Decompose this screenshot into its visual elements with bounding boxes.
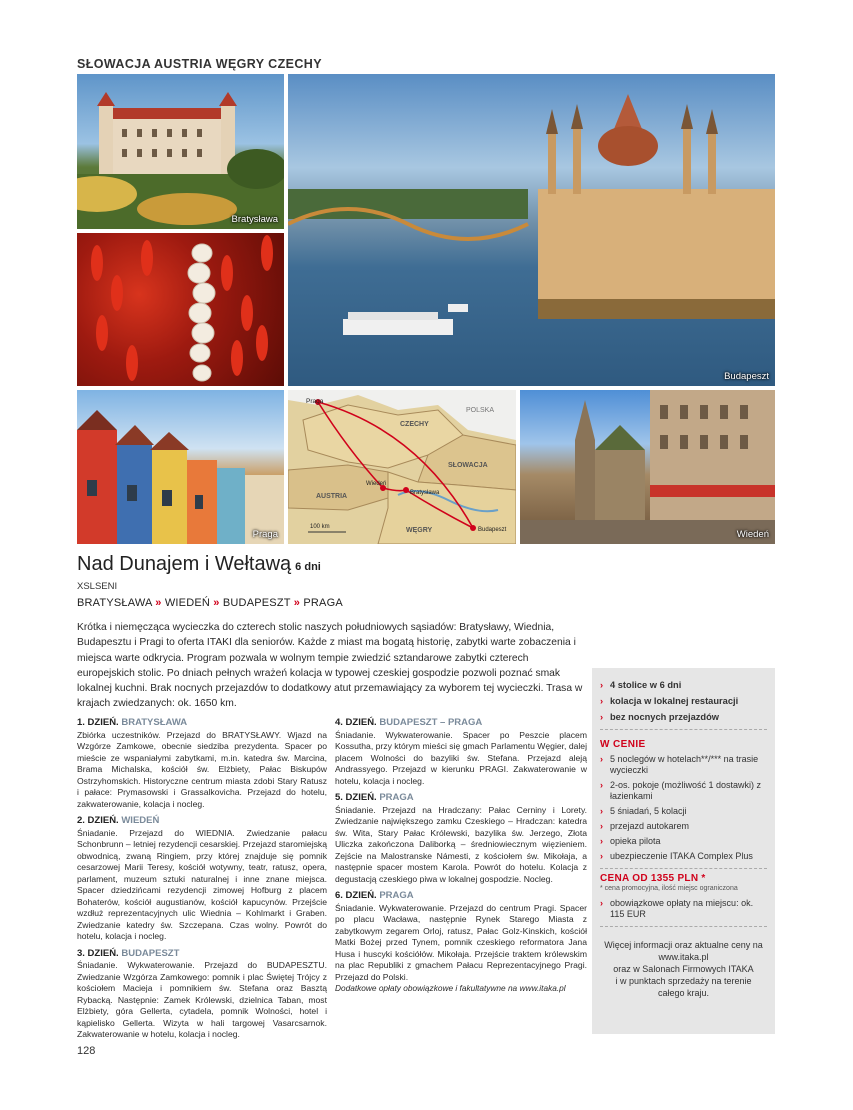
map-label-austria: AUSTRIA <box>316 493 348 500</box>
highlight-item: › 4 stolice w 6 dni <box>600 680 682 690</box>
included-heading: W CENIE <box>600 739 646 750</box>
map-scale-label: 100 km <box>310 524 330 530</box>
map-label-wegry: WĘGRY <box>406 527 433 534</box>
route-stop: BUDAPESZT <box>222 597 291 609</box>
included-list <box>592 754 775 862</box>
page-number: 128 <box>77 1045 96 1057</box>
chevron-right-icon: › <box>600 780 603 790</box>
route-map-svg <box>288 390 516 544</box>
map-label-budapeszt: Budapeszt <box>478 527 507 533</box>
website-link[interactable]: www.itaka.pl <box>658 952 709 962</box>
day-6-text: Śniadanie. Wykwaterowanie. Przejazd do centrum Pragi. Spacer po placu Wacława, następnie Rynek Starego Miasta z zabytkowym zegarem Orloj, ratusz, Pałac Golz-Kinskich, kościół Matki Bożej przed Tynem, pomnik czeskiego reformatora Jana Husa i huscyki kościółów. Mikołaja. Przejście traktem królewskim na plac Republiki z gmachem Pałacu Reprezentacyjnego Pragi. Przejazd do Polski. <box>335 902 587 982</box>
budapest-parliament-illustration <box>288 74 775 386</box>
praga-street-illustration <box>77 390 284 544</box>
more-info: Więcej informacji oraz aktualne ceny na www.itaka.pl oraz w Salonach Firmowych ITAKA i w punktach sprzedaży na terenie całego kraju. <box>592 927 775 999</box>
wieden-photo <box>520 390 775 544</box>
wieden-cathedral-illustration <box>520 390 775 544</box>
praga-photo <box>77 390 284 544</box>
wieden-caption: Wiedeń <box>736 529 769 540</box>
map-label-praga: Praga <box>306 398 324 405</box>
itinerary-column-1 <box>77 712 327 1041</box>
tour-title <box>77 553 321 576</box>
chevron-right-icon: › <box>600 806 603 816</box>
chevron-right-icon: › <box>600 836 603 846</box>
chevron-right-icon: › <box>600 754 603 764</box>
route-stop: BRATYSŁAWA <box>77 597 152 609</box>
day-4-text: Śniadanie. Wykwaterowanie. Spacer po Peszcie placem Kossutha, przy którym mieści się gmach Parlamentu Węgier, dalej placem Wolności do bazyliki św. Stefana. Przejazd aleją Andrassyego. Przejazd w kierunku PRAGI. Zakwaterowanie w hotelu, kolacja i nocleg. <box>335 729 587 786</box>
map-point-bratyslawa <box>403 487 409 493</box>
tour-intro: Krótka i niemęcząca wycieczka do czterech stolic naszych południowych sąsiadów: Bratysławy, Wiednia, Budapesztu i Pragi to oferta ITAKI dla seniorów. Każde z miast ma bogatą historię, zabytki warte zobaczenia i miejsca warte odkrycia. Program pozwala w wolnym tempie zwiedzić sztandarowe zabytki czterech europejskich stolic. Po dniach pełnych wrażeń kolacja w typowej czeskiej gospodzie pozwoli poznać smak lokalnej kuchni. Brak nocnych przejazdów to dodatkowy atut przemawiający za wyborem tej wycieczki. Trasa w krajach zwiedzanych: ok. 1650 km. <box>77 622 583 710</box>
included-item: › 5 śniadań, 5 kolacji <box>600 806 687 816</box>
included-item: › 5 noclegów w hotelach**/*** na trasie wycieczki <box>600 754 759 775</box>
budapest-caption: Budapeszt <box>724 371 769 382</box>
chevron-right-icon: › <box>600 712 604 722</box>
day-6-heading: 6. DZIEŃ. PRAGA <box>335 890 414 901</box>
included-item: › 2-os. pokoje (możliwość 1 dostawki) z łazienkami <box>600 780 762 801</box>
route-map <box>288 390 516 544</box>
day-4-heading: 4. DZIEŃ. BUDAPESZT – PRAGA <box>335 717 483 728</box>
praga-caption: Praga <box>252 529 278 540</box>
chevron-right-icon: › <box>600 680 604 690</box>
day-2-text: Śniadanie. Przejazd do WIEDNIA. Zwiedzanie pałacu Schonbrunn – letniej rezydencji cesarskiej. Przejazd staromiejską obwodnicą, zwaną Ringiem, przy której znajduje się pomnik cesarzowej Marii Teresy, kościół wotywny, teatr, ratusz, opera, parlament, muzeum sztuki naturalnej i inne znane miejsca. Spacer dziedzińcami rezydencji zimowej Hofburg z placem Bohaterów, kościół augustianów, kościół kapucynów. Przejście wzdłuż reprezentacyjnych ulic Wiednia – Kohlmarkt i Graben. Zwiedzanie katedry św. Szczepana. Czas wolny. Powrót do hotelu, kolacja i nocleg. <box>77 827 327 941</box>
map-label-bratyslawa: Bratysława <box>410 490 440 496</box>
budapest-photo <box>288 74 775 386</box>
route-separator: » <box>293 597 301 609</box>
highlight-item: › kolacja w lokalnej restauracji <box>600 696 739 706</box>
day-5-heading: 5. DZIEŃ. PRAGA <box>335 792 414 803</box>
extra-fee-item: › obowiązkowe opłaty na miejscu: ok. 115 EUR <box>600 898 754 919</box>
price-label: CENA OD 1355 PLN * <box>600 873 706 884</box>
tour-title-text: Nad Dunajem i Wełtawą <box>77 553 292 575</box>
day-1-heading: 1. DZIEŃ. BRATYSŁAWA <box>77 717 188 728</box>
day-2-heading: 2. DZIEŃ. WIEDEŃ <box>77 815 160 826</box>
tour-days: 6 dni <box>295 561 321 573</box>
chili-garlic-illustration <box>77 233 284 386</box>
chili-garlic-photo <box>77 233 284 386</box>
map-label-czechy: CZECHY <box>400 421 429 428</box>
bratislava-castle-illustration <box>77 74 284 229</box>
highlights-list <box>592 668 775 723</box>
sidebar-box <box>592 668 775 1034</box>
day-3-text: Śniadanie. Wykwaterowanie. Przejazd do BUDAPESZTU. Zwiedzanie Wzgórza Zamkowego: pomnik i plac Świętej Trójcy z kościołem Macieja i pomnikiem św. Stefana oraz Basztą Rybacką. Następnie: Zamek Królewski, dzielnica Taban, most Elżbiety, góra Gellerta, cytadela, pomnik Wolności, hotel i kąpielisko Gellerta. Wizyta w hali targowej Vasarcsarnok. Zakwaterowanie w hotelu, kolacja i nocleg. <box>77 960 327 1039</box>
day-3-heading: 3. DZIEŃ. BUDAPESZT <box>77 947 180 959</box>
chevron-right-icon: › <box>600 898 603 908</box>
included-item: › opieka pilota <box>600 836 661 846</box>
bratislava-caption: Bratysława <box>231 214 278 225</box>
highlight-item: › bez nocnych przejazdów <box>600 712 719 722</box>
route-stop: PRAGA <box>303 597 343 609</box>
extra-fees-list <box>592 898 775 920</box>
map-label-wieden: Wiedeń <box>366 481 387 487</box>
route-separator: » <box>213 597 220 609</box>
map-label-polska: POLSKA <box>466 407 495 414</box>
included-item: › przejazd autokarem <box>600 821 690 831</box>
chevron-right-icon: › <box>600 851 603 861</box>
map-label-slowacja: SŁOWACJA <box>448 462 488 469</box>
day-5-text: Śniadanie. Przejazd na Hradczany: Pałac Cerniny i Lorety. Zwiedzanie największego zamku Czeskiego – Hradczan: katedra św. Wita, Stary Pałac Królewski, bazylika św. Jerzego, Złota Uliczka zakończona Daliborką – średniowiecznym więzieniem. Zejście na Malostranske Námesti, z kościołem św. Mikołaja, a następnie spacer mostem Karola. Powrót do hotelu. Kolacja z degustacją czeskiego piwa w lokalnej gospodzie. Nocleg. <box>335 804 587 884</box>
map-point-budapeszt <box>470 525 476 531</box>
promo-note: * cena promocyjna, ilość miejsc ograniczona <box>600 885 738 892</box>
extra-fees-note: Dodatkowe opłaty obowiązkowe i fakultatywne na www.itaka.pl <box>335 983 566 993</box>
chevron-right-icon: › <box>600 821 603 831</box>
tour-route <box>77 597 343 609</box>
country-header: SŁOWACJA AUSTRIA WĘGRY CZECHY <box>77 57 322 71</box>
chevron-right-icon: › <box>600 696 604 706</box>
bratislava-photo <box>77 74 284 229</box>
tour-code: XSLSENI <box>77 581 118 592</box>
route-stop: WIEDEŃ <box>164 597 211 609</box>
route-separator: » <box>155 597 162 609</box>
day-1-text: Zbiórka uczestników. Przejazd do BRATYSŁAWY. Wjazd na Wzgórze Zamkowe, obecnie siedziba prezydenta. Spacer po mieście ze wspaniałymi zabytkami, m.in. katedra św. Marcina, Brama Michalska, kościół św. Elżbiety, Pałac Biskupów Ostrzyhomskich. Historyczne centrum miasta zdobi Stary Ratusz i pałace: Prymasowski i Grassalkovicha. Przejazd do hotelu, zakwaterowanie, kolacja i nocleg. <box>77 729 327 809</box>
included-item: › ubezpieczenie ITAKA Complex Plus <box>600 851 753 861</box>
itinerary-column-2 <box>335 712 587 995</box>
